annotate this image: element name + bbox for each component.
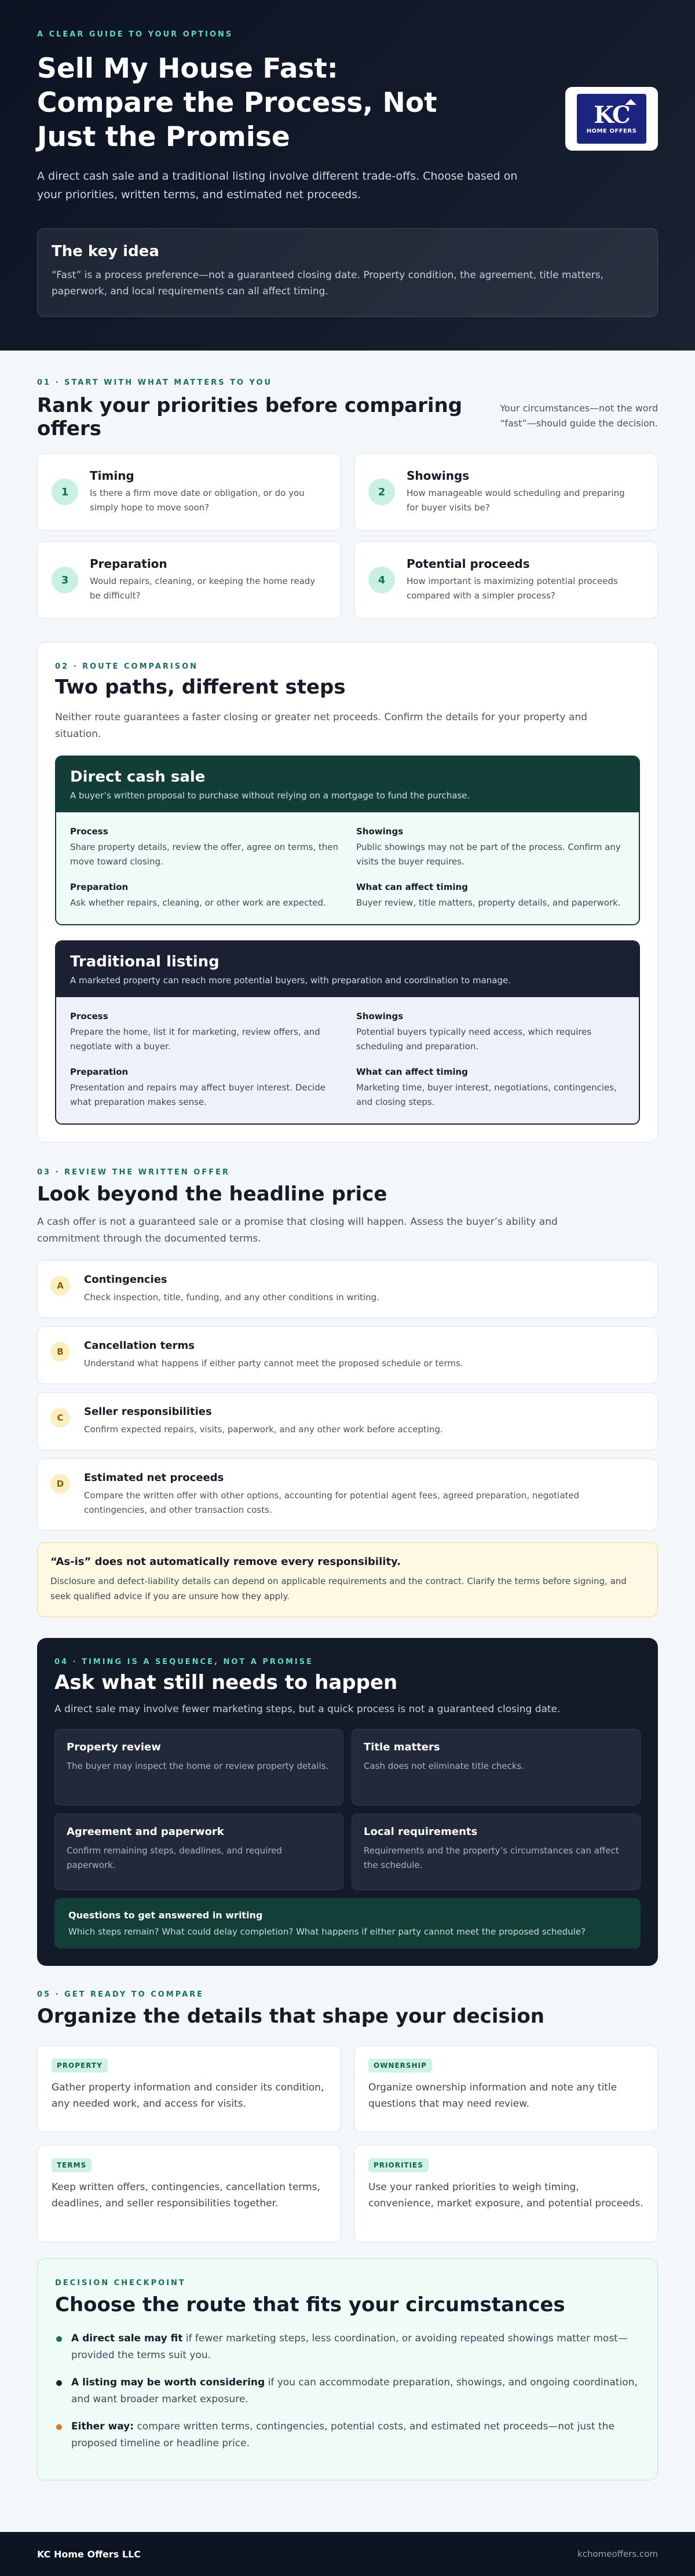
route-cell-body: Ask whether repairs, cleaning, or other work are expected. — [70, 897, 326, 908]
timing-cell-title: Property review — [67, 1741, 161, 1753]
timing-cell-title: Local requirements — [364, 1826, 478, 1838]
timing-lead: A direct sale may involve fewer marketing steps, but a quick process is not a guaranteed closing date. — [54, 1703, 561, 1715]
priority-number: 3 — [52, 567, 78, 593]
footer-site-link[interactable]: kchomeoffers.com — [577, 2549, 658, 2559]
offer-lead: A cash offer is not a guaranteed sale or a promise that closing will happen. Assess the buyer’s ability and commitment through the documented terms. — [37, 1216, 558, 1245]
page-title: Sell My House Fast: Compare the Process, Not Just the Promise — [37, 53, 437, 153]
footer — [0, 2532, 695, 2576]
bullet-dot-icon — [56, 2380, 62, 2386]
priority-body: Would repairs, cleaning, or keeping the home ready be difficult? — [90, 576, 316, 601]
term-letter: C — [50, 1408, 70, 1428]
timing-cell-body: Cash does not eliminate title checks. — [364, 1761, 525, 1771]
timing-grid — [54, 1729, 641, 1890]
offer-title: Look beyond the headline price — [37, 1183, 387, 1206]
term-card-cancellation — [37, 1326, 658, 1384]
route-subtitle: A marketed property can reach more potential buyers, with preparation and coordination to manage. — [70, 975, 511, 986]
route-cell — [70, 826, 339, 869]
bullet-dot-icon — [56, 2424, 62, 2430]
route-cell-body: Presentation and repairs may affect buyer interest. Decide what preparation makes sense. — [70, 1082, 325, 1107]
route-cell-label: Process — [70, 1011, 108, 1021]
route-cell-label: Process — [70, 826, 108, 837]
route-cell — [356, 882, 625, 910]
category-tag: PROPERTY — [52, 2059, 108, 2073]
key-idea-box — [37, 228, 658, 317]
organize-eyebrow: 05 · GET READY TO COMPARE — [37, 1990, 204, 1999]
route-traditional-listing — [55, 940, 640, 1125]
category-tag: PRIORITIES — [368, 2158, 429, 2172]
route-title: Traditional listing — [70, 953, 220, 970]
hero-eyebrow: A CLEAR GUIDE TO YOUR OPTIONS — [37, 30, 233, 39]
priorities-section — [0, 351, 695, 619]
timing-cell-property-review — [54, 1729, 343, 1805]
term-body: Check inspection, title, funding, and any other conditions in writing. — [84, 1292, 379, 1302]
term-letter: A — [50, 1276, 70, 1296]
organize-card-body: Keep written offers, contingencies, cancellation terms, deadlines, and seller responsibilities together. — [52, 2181, 320, 2209]
organize-card-property — [37, 2045, 341, 2132]
route-cell-body: Potential buyers typically need access, which requires scheduling and preparation. — [356, 1027, 592, 1052]
term-card-seller-responsibilities — [37, 1392, 658, 1450]
priority-card-timing — [37, 453, 341, 531]
timing-cell-title: Agreement and paperwork — [67, 1826, 224, 1838]
checkpoint-item-text: if you can accommodate preparation, showings, and ongoing coordination, and want broader market exposure. — [71, 2377, 638, 2405]
organize-card-body: Organize ownership information and note any title questions that may need review. — [368, 2082, 617, 2110]
route-cell-label: Showings — [356, 1011, 404, 1021]
route-cell-label: What can affect timing — [356, 882, 468, 892]
routes-lead: Neither route guarantees a faster closing or greater net proceeds. Confirm the details for your property and situation. — [55, 711, 587, 740]
priority-number: 4 — [368, 567, 395, 593]
questions-title: Questions to get answered in writing — [68, 1910, 263, 1921]
checkpoint-item-lead: A direct sale may fit — [71, 2333, 183, 2344]
logo-text: KC — [594, 101, 630, 129]
route-cell-body: Marketing time, buyer interest, negotiations, contingencies, and closing steps. — [356, 1082, 617, 1107]
route-subtitle: A buyer’s written proposal to purchase without relying on a mortgage to fund the purchase. — [70, 790, 470, 801]
hero — [0, 0, 695, 351]
priorities-grid — [37, 453, 658, 619]
term-card-contingencies — [37, 1260, 658, 1318]
timing-section — [37, 1638, 658, 1966]
route-cell — [356, 826, 625, 869]
route-cell — [70, 882, 339, 910]
term-card-net-proceeds — [37, 1458, 658, 1531]
priority-title: Potential proceeds — [407, 557, 530, 571]
warning-body: Disclosure and defect-liability details can depend on applicable requirements and the contract. Clarify the terms before signing, and seek qualified advice if you are unsure how they apply. — [50, 1576, 627, 1601]
route-cell — [70, 1067, 339, 1110]
priorities-title: Rank your priorities before comparing offers — [37, 394, 463, 440]
term-body: Compare the written offer with other options, accounting for potential agent fees, agreed preparation, negotiated contingencies, and other transaction costs. — [84, 1490, 580, 1515]
checkpoint-item — [55, 2330, 640, 2364]
term-title: Contingencies — [84, 1274, 167, 1286]
route-cell-label: Showings — [356, 826, 404, 837]
timing-cell-title-matters — [352, 1729, 641, 1805]
organize-card-ownership — [354, 2045, 658, 2132]
priority-body: How manageable would scheduling and preparing for buyer visits be? — [407, 488, 625, 513]
route-cell-body: Public showings may not be part of the process. Confirm any visits the buyer requires. — [356, 842, 621, 867]
route-cell — [356, 1011, 625, 1054]
route-cell — [70, 1011, 339, 1054]
priority-card-preparation — [37, 541, 341, 619]
priority-number: 2 — [368, 479, 395, 505]
roof-icon — [625, 99, 637, 105]
timing-cell-local-requirements — [352, 1814, 641, 1890]
organize-section — [0, 1966, 695, 2242]
as-is-warning — [37, 1542, 658, 1617]
priorities-eyebrow: 01 · START WITH WHAT MATTERS TO YOU — [37, 378, 273, 387]
organize-card-priorities — [354, 2145, 658, 2242]
routes-eyebrow: 02 · ROUTE COMPARISON — [55, 662, 199, 671]
priority-number: 1 — [52, 479, 78, 505]
questions-body: Which steps remain? What could delay completion? What happens if either party cannot meet the proposed schedule? — [68, 1926, 586, 1937]
term-body: Understand what happens if either party cannot meet the proposed schedule or terms. — [84, 1358, 463, 1369]
priority-body: Is there a firm move date or obligation, or do you simply hope to move soon? — [90, 488, 305, 513]
term-title: Cancellation terms — [84, 1340, 195, 1352]
timing-cell-body: Requirements and the property’s circumstances can affect the schedule. — [364, 1845, 619, 1870]
term-title: Seller responsibilities — [84, 1406, 212, 1418]
timing-cell-agreement — [54, 1814, 343, 1890]
organize-card-body: Use your ranked priorities to weigh timing, convenience, market exposure, and potential proceeds. — [368, 2181, 643, 2209]
written-questions-box — [54, 1898, 641, 1949]
timing-title: Ask what still needs to happen — [54, 1671, 398, 1694]
route-title: Direct cash sale — [70, 768, 206, 786]
offer-review-section — [0, 1143, 695, 1617]
key-idea-title: The key idea — [52, 243, 159, 260]
route-cell-label: What can affect timing — [356, 1067, 468, 1077]
priority-card-showings — [354, 453, 658, 531]
timing-cell-title: Title matters — [364, 1741, 440, 1753]
route-cell-label: Preparation — [70, 882, 129, 892]
route-comparison-section — [37, 642, 658, 1143]
term-title: Estimated net proceeds — [84, 1472, 224, 1484]
hero-lead: A direct cash sale and a traditional listing involve different trade-offs. Choose based on your priorities, written terms, and estimated net proceeds. — [37, 170, 518, 201]
priority-card-proceeds — [354, 541, 658, 619]
organize-card-terms — [37, 2145, 341, 2242]
key-idea-body: “Fast” is a process preference—not a guaranteed closing date. Property condition, the agreement, title matters, paperwork, and local requirements can all affect timing. — [52, 269, 604, 297]
organize-card-body: Gather property information and consider its condition, any needed work, and access for visits. — [52, 2082, 324, 2110]
checkpoint-item-lead: A listing may be worth considering — [71, 2377, 265, 2388]
checkpoint-eyebrow: DECISION CHECKPOINT — [55, 2279, 186, 2287]
term-letter: B — [50, 1342, 70, 1362]
decision-checkpoint — [37, 2258, 658, 2480]
logo-subtext: HOME OFFERS — [586, 127, 637, 134]
checkpoint-item — [55, 2374, 640, 2408]
route-cell-label: Preparation — [70, 1067, 129, 1077]
organize-title: Organize the details that shape your decision — [37, 2005, 544, 2028]
checkpoint-item — [55, 2418, 640, 2452]
timing-eyebrow: 04 · TIMING IS A SEQUENCE, NOT A PROMISE — [54, 1658, 313, 1666]
route-cell — [356, 1067, 625, 1110]
footer-brand: KC Home Offers LLC — [37, 2548, 141, 2560]
warning-title: “As-is” does not automatically remove every responsibility. — [50, 1556, 401, 1568]
route-cell-body: Share property details, review the offer, agree on terms, then move toward closing. — [70, 842, 339, 867]
offer-eyebrow: 03 · REVIEW THE WRITTEN OFFER — [37, 1168, 230, 1177]
timing-cell-body: Confirm remaining steps, deadlines, and required paperwork. — [67, 1845, 282, 1870]
checkpoint-item-lead: Either way: — [71, 2421, 134, 2432]
bullet-dot-icon — [56, 2336, 62, 2342]
logo — [565, 87, 658, 151]
checkpoint-item-text: if fewer marketing steps, less coordination, or avoiding repeated showings matter most—provided the terms suit you. — [71, 2333, 628, 2361]
priority-title: Timing — [90, 469, 134, 483]
priority-body: How important is maximizing potential proceeds compared with a simpler process? — [407, 576, 618, 601]
checkpoint-item-text: compare written terms, contingencies, potential costs, and estimated net proceeds—not just the proposed timeline or headline price. — [71, 2421, 614, 2449]
organize-grid — [37, 2045, 658, 2242]
priority-title: Preparation — [90, 557, 167, 571]
route-cell-body: Prepare the home, list it for marketing, review offers, and negotiate with a buyer. — [70, 1027, 320, 1052]
timing-cell-body: The buyer may inspect the home or review property details. — [67, 1761, 329, 1771]
checkpoint-list — [55, 2330, 640, 2452]
checkpoint-title: Choose the route that fits your circumstances — [55, 2293, 565, 2316]
category-tag: OWNERSHIP — [368, 2059, 432, 2073]
category-tag: TERMS — [52, 2158, 92, 2172]
route-cash-sale — [55, 756, 640, 925]
term-body: Confirm expected repairs, visits, paperwork, and any other work before accepting. — [84, 1424, 443, 1435]
term-list — [37, 1260, 658, 1531]
priority-title: Showings — [407, 469, 470, 483]
term-letter: D — [50, 1474, 70, 1494]
routes-title: Two paths, different steps — [55, 676, 346, 699]
logo-mark — [577, 94, 646, 144]
route-cell-body: Buyer review, title matters, property details, and paperwork. — [356, 897, 621, 908]
priorities-note: Your circumstances—not the word “fast”—should guide the decision. — [500, 403, 658, 429]
